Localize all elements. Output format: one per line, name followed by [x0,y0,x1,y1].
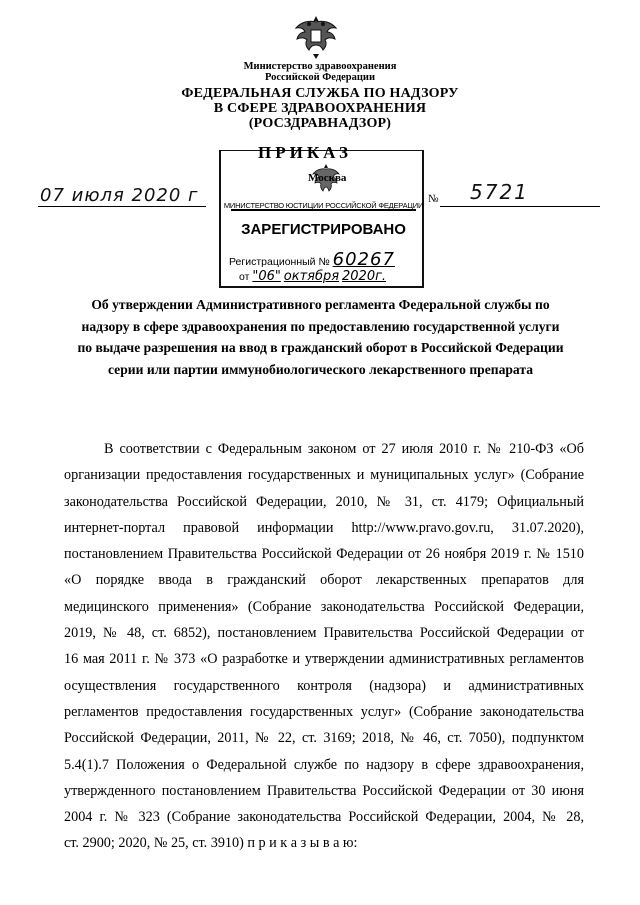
body-line: организации предоставления государственных и муниципальных услуг» (Собрание [64,467,584,484]
stamp-reg-label: Регистрационный № [229,256,330,268]
body-line: 16 мая 2011 г. № 373 «О разработке и утверждении административных регламентов [64,651,584,668]
registration-stamp [219,150,424,288]
body-line: законодательства Российской Федерации, 2010, № 31, ст. 4179; Официальный [64,493,584,510]
body-line: постановлением Правительства Российской Федерации от 26 ноября 2019 г. № 1510 [64,546,584,563]
body-line: ст. 2900; 2020, № 25, ст. 3910) п р и к а з ы в а ю: [64,835,358,852]
title-line: Об утверждении Административного регламента Федеральной службы по [91,297,550,312]
body-line: осуществления государственного контроля (надзора) и административных [64,677,584,694]
order-heading: ПРИКАЗ [258,143,352,162]
order-date: 07 июля 2020 г [40,185,199,206]
body-line: 2019, № 48, ст. 6852), постановлением Правительства Российской Федерации от [64,625,584,642]
title-line: серии или партии иммунобиологического лекарственного препарата [107,361,534,377]
stamp-from-day: "06" [252,269,281,284]
ministry-line-1: Министерство здравоохранения [243,61,397,72]
body-line: интернет-портал правовой информации http://www.pravo.gov.ru, 31.07.2020), [64,519,584,536]
order-city: Москва [308,172,347,184]
stamp-ministry-name: МИНИСТЕРСТВО ЮСТИЦИИ РОССИЙСКОЙ ФЕДЕРАЦИИ [223,201,424,210]
stamp-divider [231,209,416,211]
stamp-from-year: 2020г. [342,269,387,284]
body-line: «О порядке ввода в гражданский оборот лекарственных препаратов для [64,572,584,589]
body-line: 5.4(1).7 Положения о Федеральной службе по надзору в сфере здравоохранения, [64,756,584,773]
body-line: В соответствии с Федеральным законом от 27 июля 2010 г. № 210-ФЗ «Об [104,441,584,457]
date-underline [38,206,206,207]
body-line: Российской Федерации, 2011, № 22, ст. 3169; 2018, № 46, ст. 7050), подпунктом [64,730,584,747]
title-line: по выдаче разрешения на ввод в гражданский оборот в Российской Федерации [77,340,564,355]
order-number: 5721 [470,180,529,204]
body-line: 2004 г. № 323 (Собрание законодательства Российской Федерации, 2004, № 28, [64,809,584,826]
body-paragraph [64,436,584,857]
agency-line-1: ФЕДЕРАЛЬНАЯ СЛУЖБА ПО НАДЗОРУ [181,86,459,101]
stamp-reg-number-row [229,249,395,270]
coat-of-arms-icon [291,12,341,62]
stamp-reg-number: 60267 [332,249,395,270]
body-line: утвержденного постановлением Правительства Российской Федерации от 30 июня [64,782,584,799]
ministry-name [0,61,640,83]
body-line: медицинского применения» (Собрание законодательства Российской Федерации, [64,598,584,615]
stamp-registered: ЗАРЕГИСТРИРОВАНО [241,221,406,238]
number-underline [440,206,600,207]
order-number-sign: № [428,193,439,205]
title-line: надзору в сфере здравоохранения по предоставлению государственной услуги [81,318,560,334]
agency-line-2: В СФЕРЕ ЗДРАВООХРАНЕНИЯ [213,101,427,116]
stamp-from-month: октября [283,269,340,284]
stamp-date-row [239,269,386,284]
ministry-line-2: Российской Федерации [264,72,376,83]
agency-name [0,86,640,131]
body-line: регламентов предоставления государственных услуг» (Собрание законодательства [64,703,584,720]
stamp-from-label: от [239,271,250,283]
agency-line-3: (РОСЗДРАВНАДЗОР) [248,116,392,131]
document-title [58,294,583,380]
